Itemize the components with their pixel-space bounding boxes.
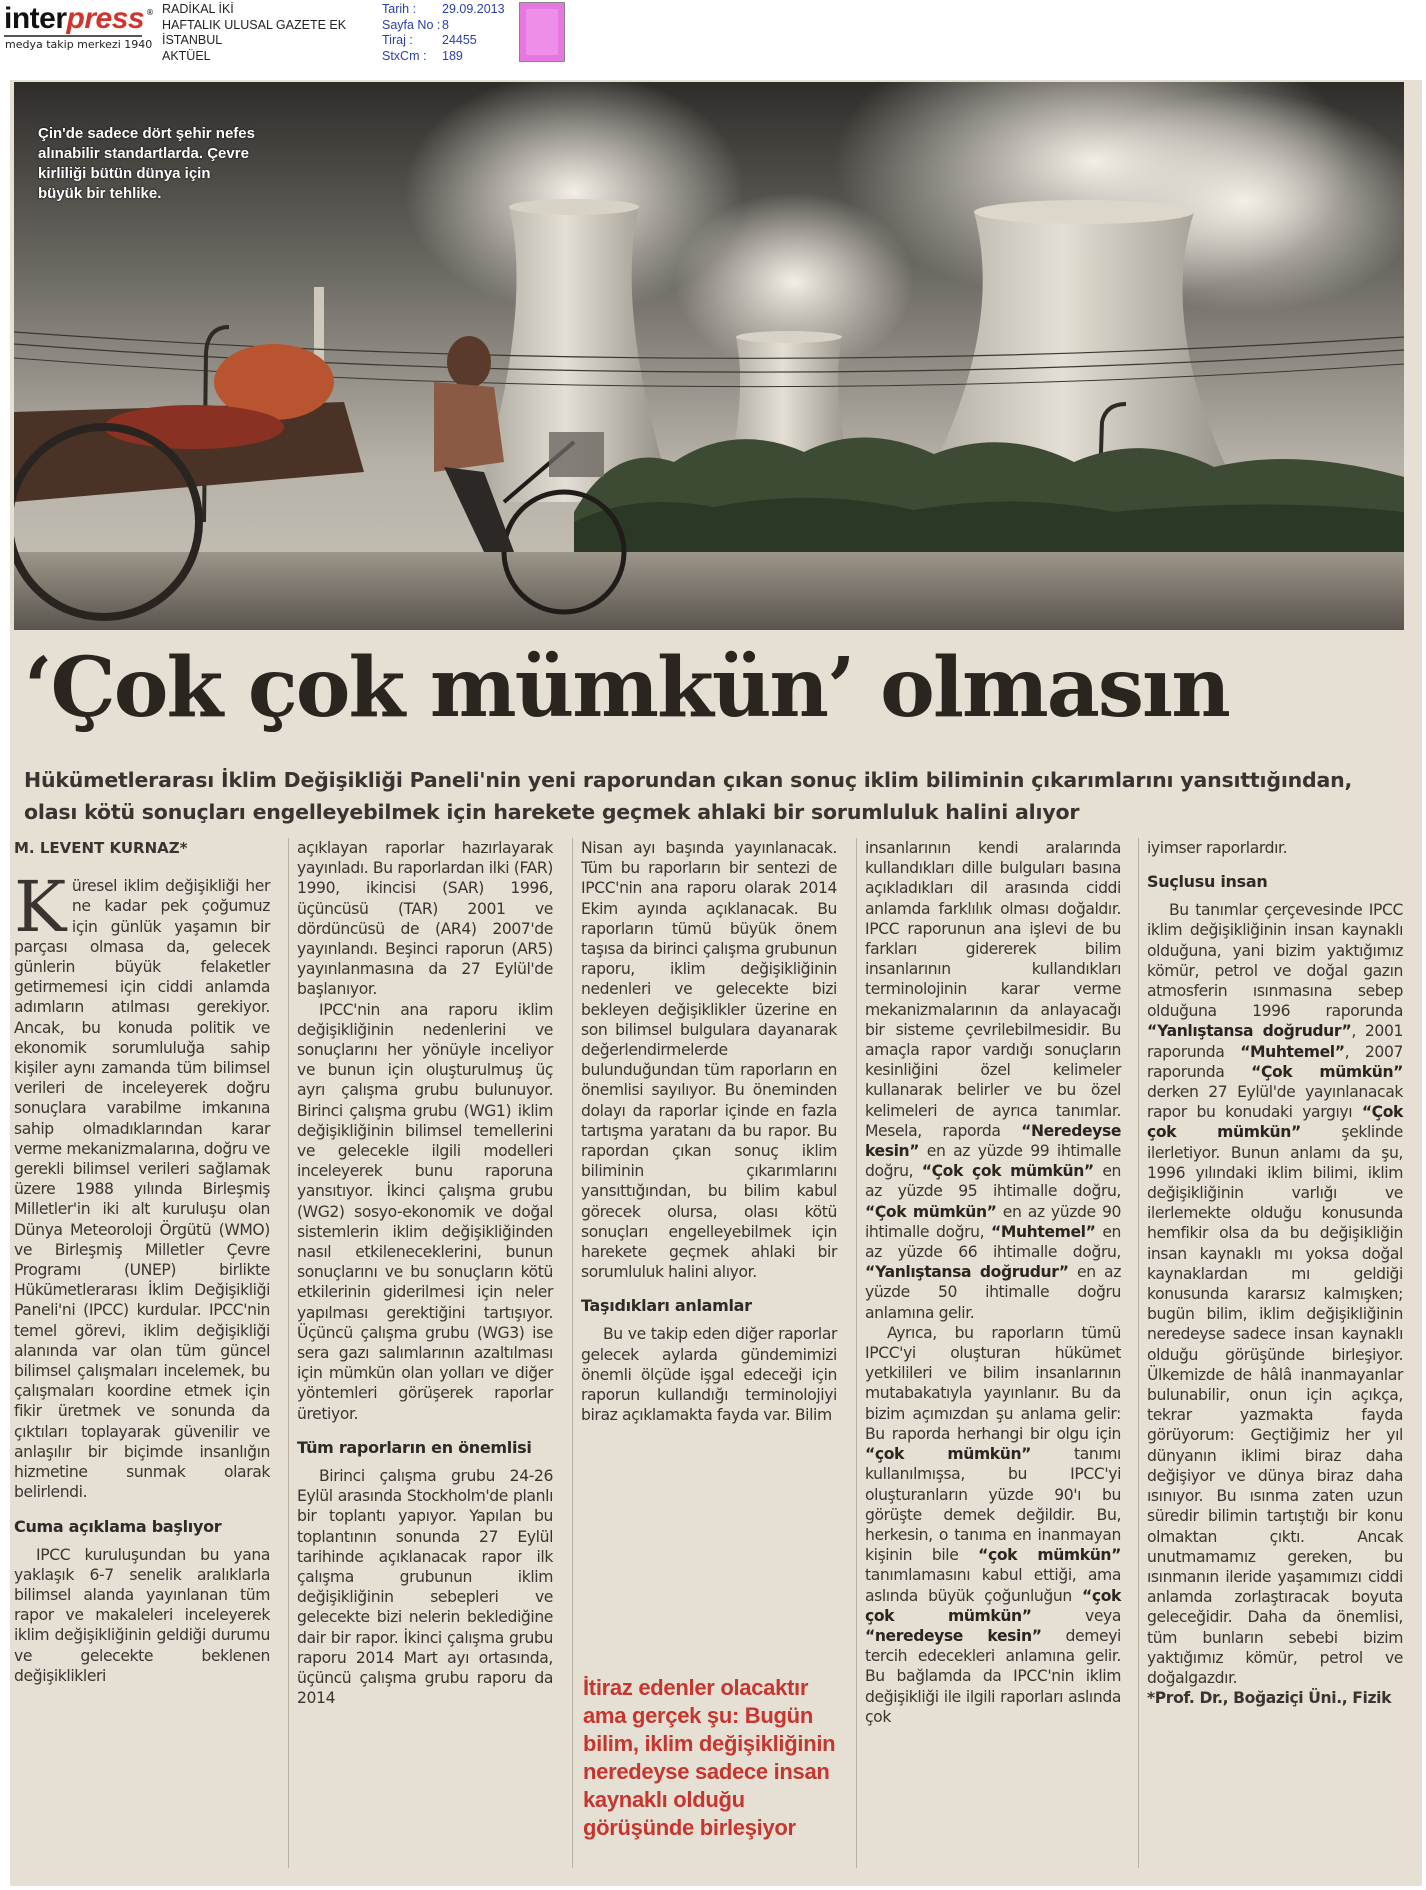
meta-row-stxcm: StxCm : 189 — [382, 48, 463, 63]
registered-mark: ® — [146, 8, 154, 17]
body-paragraph: Birinci çalışma grubu 24-26 Eylül arasında Stockholm'de planlı bir toplantı yapıyor. Yapılan bu toplantının sonunda 27 Eylül tarihinde açıklanacak rapor ilk çalışma grubunun iklim değişikliğinin sebepleri ve gelecekte bizi nelerin beklediğine dair bir rapor. İkinci çalışma grubu raporu 2014 Mart ayı ortasında, üçüncü çalışma grubu raporu da 2014 — [297, 1466, 553, 1708]
clipping-meta — [382, 2, 505, 64]
logo-tagline: medya takip merkezi 1940 — [5, 38, 153, 51]
body-paragraph: IPCC kuruluşundan bu yana yaklaşık 6-7 senelik aralıklarla bilimsel alanda yayınlanan tüm rapor ve makaleleri inceleyerek iklim değişikliğinin geldiği durumu ve gelecekte beklenen değişiklikleri — [14, 1545, 270, 1685]
term-highlight: “Yanlıştansa doğrudur” — [1147, 1022, 1352, 1041]
term-highlight: “çok çok mümkün” — [865, 1586, 1121, 1625]
meta-row-date: Tarih : 29.09.2013 — [382, 2, 505, 16]
body-paragraph: Küresel iklim değişikliği her ne kadar pek çoğumuz için günlük yaşamın bir parçası olmasa da, gelecek günlerin büyük felaketler getirmemesi için ciddi anlamda adımların atılması gerekiyor. Ancak, bu konuda politik ve ekonomik sorumluluğa sahip kişiler aynı zamanda tüm bilimsel verileri de inceleyerek doğru sonuçlara varabilme imkanına sahip olmadıklarından karar verme mekanizmalarına, doğru ve gerekli bilimsel verileri sağlamak üzere 1988 yılında Birleşmiş Milletler'in iki alt kuruluşu olan Dünya Meteoroloji Örgütü (WMO) ve Birleşmiş Milletler Çevre Programı (UNEP) birlikte Hükümetlerarası İklim Değişikliği Paneli'ni (IPCC) kurdular. IPCC'nin temel görevi, iklim değişikliği alanında var olan tüm güncel bilimsel çalışmaları incelemek, bu çalışmaları koordine etmek için fikir üretmek ve sonunda da çıktıları toplayarak güvenilir ve anlaşılır bir biçimde insanlığın hizmetine sunmak olarak belirlendi. — [14, 866, 270, 1502]
interpress-logo — [4, 2, 154, 51]
article-column-5 — [1147, 838, 1403, 1708]
article-column-1 — [14, 838, 270, 1686]
body-paragraph: insanlarının kendi aralarında kullandıkları dille bulguları basına açıkladıkları dil arasında ciddi anlamda farklılık olması doğaldır. IPCC raporunun ana işlevi de bu farkları gidererek bilim insanlarının kullandıkları terminolojinin karar verme mekanizmalarının da anlayacağı bir sisteme çevrilebilmesidir. Bu amaçla rapor vardığı sonuçların kesinliğini özel kelimeler kullanarak belirler ve bu özel kelimeleri de ayrıca tanımlar. Mesela, raporda “Neredeyse kesin” en az yüzde 99 ihtimalle doğru, “Çok çok mümkün” en az yüzde 95 ihtimalle doğru, “Çok mümkün” en az yüzde 90 ihtimalle doğru, “Muhtemel” en az yüzde 66 ihtimalle doğru, “Yanlıştansa doğrudur” en az yüzde 50 ihtimalle doğru anlamına gelir. — [865, 839, 1122, 1322]
body-paragraph: iyimser raporlardır. — [1147, 839, 1288, 857]
pull-quote: İtiraz edenler olacaktır ama gerçek şu: Bugün bilim, iklim değişikliğinin neredeyse sadece insan kaynaklı olduğu görüşünde birleşiyor — [583, 1675, 836, 1840]
publication-city: İSTANBUL — [162, 33, 223, 47]
meta-row-circulation: Tiraj : 24455 — [382, 33, 477, 47]
column-rule — [1138, 838, 1139, 1868]
term-highlight: “Muhtemel” — [991, 1222, 1096, 1241]
column-rule — [572, 838, 573, 1868]
body-paragraph: Nisan ayı başında yayınlanacak. Tüm bu raporların bir sentezi de IPCC'nin ana raporu olarak 2014 Ekim ayında açıklanacak. Bu raporların tümü büyük önem taşısa da birinci çalışma grubunun raporu, iklim değişikliğinin nedenleri ve gelecekte bizi bekleyen değişiklikler üzerine en son bilimsel bulgulara dayanarak değerlendirmelerde bulunduğundan tüm raporların en önemlisi sayılıyor. Bu öneminden dolayı da raporlar içinde en fazla tartışma yaratanı da bu rapor. Bu rapordan çıkan sonuç iklim biliminin çıkarımlarını yansıttığından, bu bilim kabul görecek olursa, olası kötü sonuçları engelleyebilmek için harekete geçmek ahlaki bir sorumluluk halini alıyor. — [581, 839, 837, 1282]
article-column-2 — [297, 838, 553, 1708]
publication-name: RADİKAL İKİ — [162, 2, 234, 16]
byline: M. LEVENT KURNAZ* — [14, 839, 188, 857]
publication-section: AKTÜEL — [162, 48, 211, 63]
deck-subtitle: Hükümetlerarası İklim Değişikliği Paneli'nin yeni raporundan çıkan sonuç iklim biliminin çıkarımlarını yansıttığından, olası kötü sonuçları engelleyebilmek için harekete geçmek ahlaki bir sorumluluk halini alıyor — [24, 768, 1353, 824]
term-highlight: “Çok çok mümkün” — [1147, 1103, 1403, 1142]
term-highlight: “Neredeyse kesin” — [865, 1121, 1121, 1161]
term-highlight: “Çok mümkün” — [1251, 1062, 1404, 1081]
article-photo — [14, 82, 1404, 630]
term-highlight: “çok mümkün” — [865, 1445, 1032, 1464]
clipping-header — [0, 0, 1426, 78]
body-paragraph: Bu ve takip eden diğer raporlar gelecek aylarda gündemimizi önemli ölçüde işgal edeceği için raporun kullandığı terminolojiyi biraz açıklamakta fayda var. Bilim — [581, 1325, 837, 1425]
term-highlight: “Çok mümkün” — [865, 1202, 997, 1221]
author-signature: *Prof. Dr., Boğaziçi Üni., Fizik — [1147, 1689, 1392, 1708]
article-column-4 — [865, 838, 1121, 1727]
article-column-3 — [581, 838, 837, 1425]
logo-rule — [4, 35, 142, 37]
subhead: Cuma açıklama başlıyor — [14, 1516, 222, 1536]
body-paragraph: Bu tanımlar çerçevesinde IPCC iklim değişikliğinin insan kaynaklı olduğuna, yani bizim yaktığımız kömür, petrol ve doğal gazın atmosferin ısınmasına sebep olduğuna 1996 raporunda “Yanlıştansa doğrudur”, 2001 raporunda “Muhtemel”, 2007 raporunda “Çok mümkün” derken 27 Eylül'de yayınlanacak rapor bu konudaki yargıyı “Çok çok mümkün” şeklinde ilerletiyor. Bunun anlamı da şu, 1996 yılındaki iklim bilimi, iklim değişikliğinin varlığı ve ilerlemekte olduğu konusunda hemfikir olsa da bu değişikliğin insan kaynaklı mı yoksa doğal kaynaklardan mı geldiği konusunda kararsız kalmışken; bugün bilim, iklim değişikliğinin neredeyse sadece insan kaynaklı olduğu görüşünde birleşiyor. Ülkemizde de hâlâ inanmayanlar bulunabilir, onun için açıkça, tekrar yazmakta fayda görüyorum: Geçtiğimiz her yıl dünyanın iklimi biraz daha değişiyor ve dünya biraz daha ısınıyor. Bu ısınma zaten uzun süredir bilimin tartıştığı bir konu olmaktan çıktı. Ancak unutmamamız gereken, bu ısınmanın ileride yaşamımızı ciddi anlamda zorlaştıracak boyuta geleceğidir. Daha da önemlisi, tüm bunların sebebi bizim yaktığımız kömür, petrol ve doğalgazdır. — [1147, 901, 1404, 1687]
headline: ‘Çok çok mümkün’ olmasın — [24, 640, 1229, 736]
color-swatch — [519, 2, 565, 62]
subhead: Tüm raporların en önemlisi — [297, 1437, 532, 1457]
newspaper-page — [10, 80, 1422, 1886]
term-highlight: “Muhtemel” — [1240, 1042, 1345, 1061]
body-paragraph: açıklayan raporlar hazırlayarak yayınladı. Bu raporlardan ilki (FAR) 1990, ikincisi (SAR) 1996, üçüncüsü (TAR) 2001 ve dördüncüsü de (AR4) 2007'de yayınlandı. Beşinci raporun (AR5) yayınlanmasına da 27 Eylül'de başlanıyor. — [297, 839, 553, 999]
body-paragraph: Ayrıca, bu raporların tümü IPCC'yi oluşturan hükümet yetkilileri ve bilim insanlarının mutabakatıyla yayınlanır. Bu da bizim açımızdan şu anlama gelir: Bu raporda herhangi bir olgu için “çok mümkün” tanımı kullanılmışsa, bu IPCC'yi oluşturanların yüzde 90'ı bu görüşte demek değildir. Bu, herkesin, o tanıma en inanmayan kişinin bile “çok mümkün” tanımlamasını kabul ettiği, ama aslında büyük çoğunluğun “çok çok mümkün” veya “neredeyse kesin” demeyi tercih edecekleri anlamına gelir. Bu bağlamda da IPCC'nin iklim değişikliği ile ilgili raporları aslında çok — [865, 1323, 1121, 1726]
term-highlight: “çok mümkün” — [978, 1546, 1121, 1565]
body-paragraph: IPCC'nin ana raporu iklim değişikliğinin nedenlerini ve sonuçlarını her yönüyle inceliyor ve bunun için oluşturulmuş üç ayrı çalışma grubu bulunuyor. Birinci çalışma grubu (WG1) iklim değişikliğinin bilimsel temellerini ve gelecekle ilgili modelleri inceleyerek bunu raporuna yansıtıyor. İkinci çalışma grubu (WG2) sosyo-ekonomik ve doğal sistemlerin iklim değişikliğinden nasıl etkileneceklerini, bunun sonuçlarını ve bu sonuçların kötü etkilerinin giderilmesi için neler yapılması gerektiğini tartışıyor. Üçüncü çalışma grubu (WG3) ise sera gazı salımlarının azaltılması için mümkün olan yolları ve diğer yöntemleri görüşerek raporlar üretiyor. — [297, 1000, 553, 1423]
term-highlight: “Çok çok mümkün” — [921, 1162, 1094, 1181]
photo-caption: Çin'de sadece dört şehir nefes alınabilir standartlarda. Çevre kirliliği bütün dünya için büyük bir tehlike. — [38, 125, 255, 202]
subhead: Taşıdıkları anlamlar — [581, 1296, 752, 1316]
subhead: Suçlusu insan — [1147, 872, 1268, 892]
logo-wordmark: interpress — [4, 2, 145, 35]
publication-type: HAFTALIK ULUSAL GAZETE EK — [162, 17, 347, 32]
term-highlight: “neredeyse kesin” — [865, 1626, 1042, 1645]
column-rule — [288, 838, 289, 1868]
term-highlight: “Yanlıştansa doğrudur” — [865, 1263, 1069, 1282]
meta-row-page: Sayfa No : 8 — [382, 17, 449, 32]
drop-cap: K — [14, 866, 66, 949]
column-rule — [856, 838, 857, 1868]
publication-info — [162, 2, 346, 64]
